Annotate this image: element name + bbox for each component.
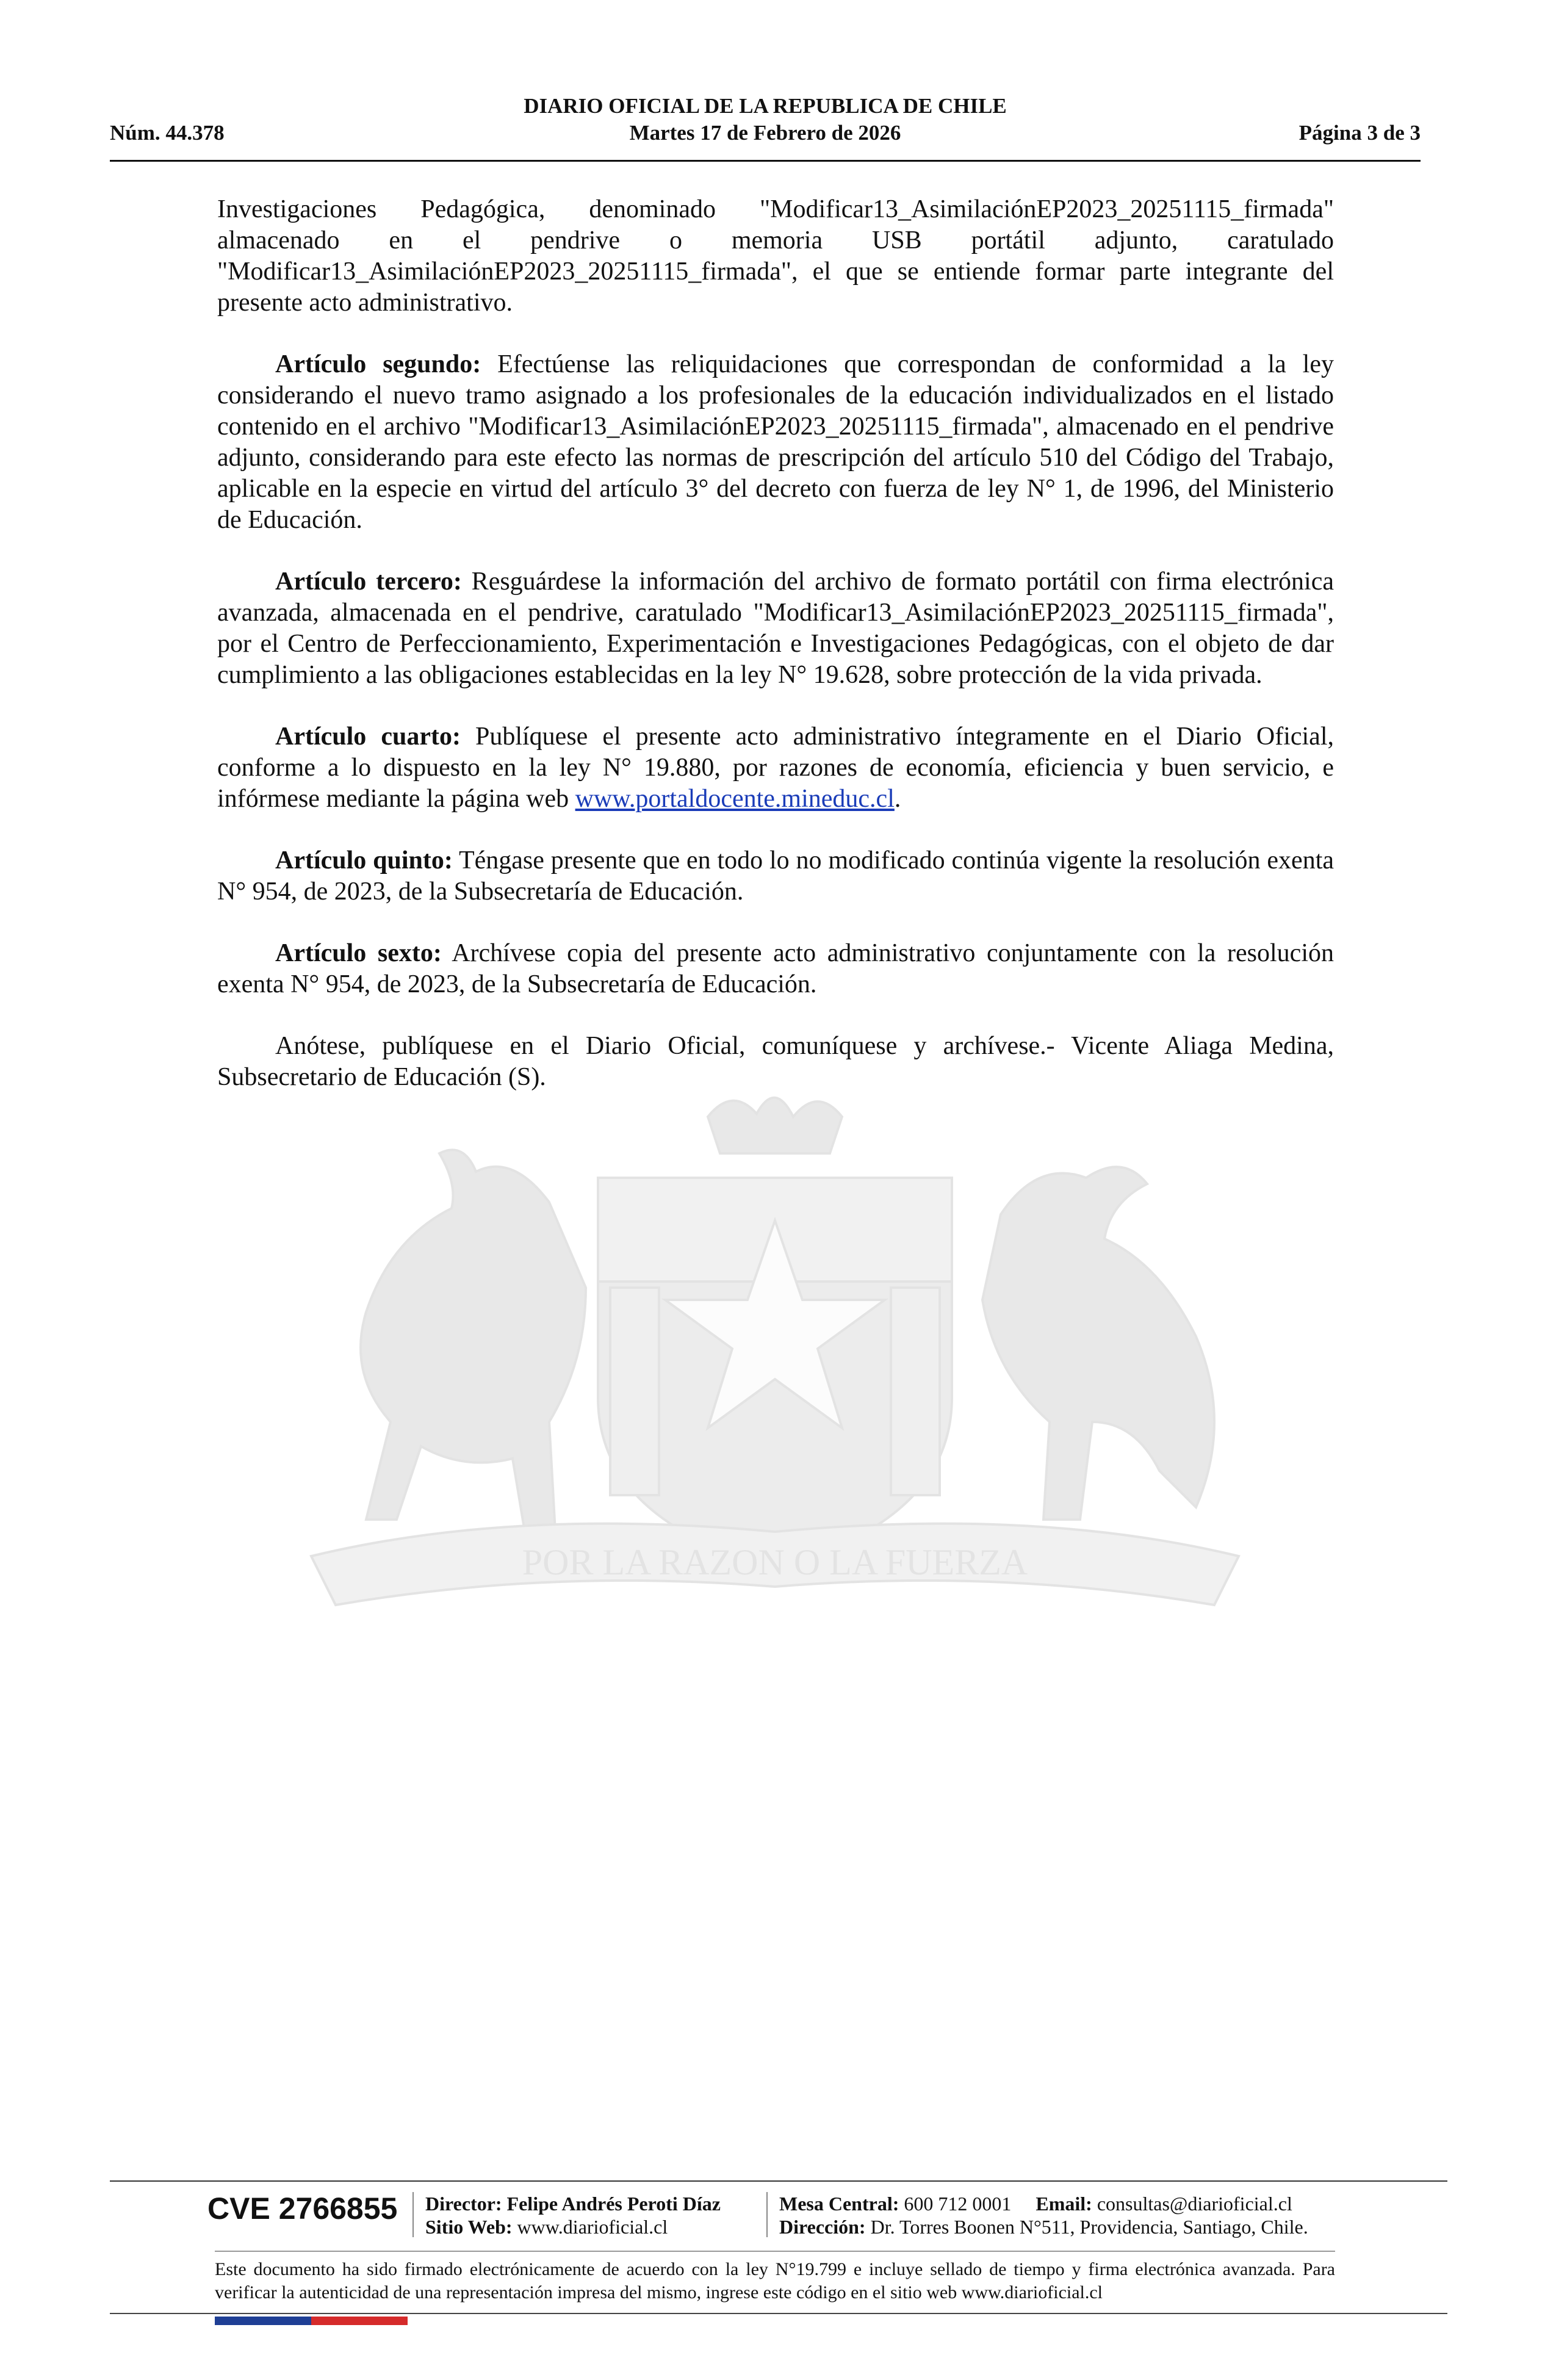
article-fifth [217,845,1334,907]
article-sixth-label: Artículo sexto: [275,939,442,967]
footer-top-divider [110,2180,1447,2182]
article-fourth-end: . [894,785,901,813]
newspaper-title: DIARIO OFICIAL DE LA REPUBLICA DE CHILE [524,94,1007,118]
portaldocente-link[interactable]: www.portaldocente.mineduc.cl [575,785,895,813]
director-name: Felipe Andrés Peroti Díaz [506,2193,721,2215]
flag-bar-blue [215,2317,311,2325]
closing-paragraph [217,1031,1334,1093]
flag-bar-red [311,2317,408,2325]
address-line [779,2215,1308,2238]
director-label: Director: [425,2193,502,2215]
flag-color-bar [215,2317,408,2325]
article-second [217,349,1334,536]
article-third-label: Artículo tercero: [275,568,462,596]
coat-of-arms-motto: POR LA RAZON O LA FUERZA [522,1542,1028,1582]
footer-divider-1 [412,2192,414,2237]
mesa-central-label: Mesa Central: [779,2193,899,2215]
issue-number: Núm. 44.378 [110,121,225,145]
article-second-label: Artículo segundo: [275,350,481,378]
article-fifth-label: Artículo quinto: [275,846,453,874]
contact-line [779,2192,1292,2215]
intro-text: Investigaciones Pedagógica, denominado "Modificar13_AsimilaciónEP2023_20251115_firmada" almacenado en el pendrive o memoria USB portátil adjunto, caratulado "Modificar13_AsimilaciónEP2023_20251115_firmada", el que se entiende formar parte integrante del presente acto administrativo. [217,195,1334,317]
closing-text: Anótese, publíquese en el Diario Oficial, comuníquese y archívese.- Vicente Aliaga Medina, Subsecretario de Educación (S). [217,1032,1334,1091]
website-label: Sitio Web: [425,2216,513,2238]
director-line [425,2192,721,2215]
article-third-text: Resguárdese la información del archivo de formato portátil con firma electrónica avanzada, almacenada en el pendrive, caratulado "Modificar13_AsimilaciónEP2023_20251115_firmada", por el Centro de Perfeccionamiento, Experimentación e Investigaciones Pedagógicas, con el objeto de dar cumplimiento a las obligaciones establecidas en la ley N° 19.628, sobre protección de la vida privada. [217,568,1334,689]
website-value[interactable]: www.diarioficial.cl [517,2216,668,2238]
article-fourth-text: Publíquese el presente acto administrativo íntegramente en el Diario Oficial, conforme a lo dispuesto en la ley N° 19.880, por razones de economía, eficiencia y buen servicio, e infórmese mediante la página web [217,723,1334,813]
article-fourth [217,721,1334,815]
email-value[interactable]: consultas@diarioficial.cl [1097,2193,1292,2215]
address-label: Dirección: [779,2216,866,2238]
coat-of-arms-watermark-icon [207,1080,1342,1666]
footer-divider-2 [766,2192,768,2237]
cve-code: CVE 2766855 [207,2191,398,2226]
article-second-text: Efectúense las reliquidaciones que correspondan de conformidad a la ley considerando el nuevo tramo asignado a los profesionales de la educación individualizados en el listado contenido en el archivo "Modificar13_AsimilaciónEP2023_20251115_firmada", almacenado en el pendrive adjunto, considerando para este efecto las normas de prescripción del artículo 510 del Código del Trabajo, aplicable en la especie en virtud del artículo 3° del decreto con fuerza de ley N° 1, de 1996, del Ministerio de Educación. [217,350,1334,534]
page-header [110,93,1421,162]
address-value: Dr. Torres Boonen N°511, Providencia, Santiago, Chile. [870,2216,1308,2238]
website-line [425,2215,668,2238]
document-body [217,194,1334,1123]
article-sixth [217,938,1334,1000]
article-fourth-label: Artículo cuarto: [275,723,461,751]
article-sixth-text: Archívese copia del presente acto administrativo conjuntamente con la resolución exenta N° 954, de 2023, de la Subsecretaría de Educación. [217,939,1334,998]
electronic-signature-notice: Este documento ha sido firmado electrónicamente de acuerdo con la ley N°19.799 e incluye sellado de tiempo y firma electrónica avanzada. Para verificar la autenticidad de una representación impresa del mismo, ingrese este código en el sitio web www.diarioficial.cl [215,2259,1335,2302]
page-number: Página 3 de 3 [1298,121,1421,145]
intro-paragraph [217,194,1334,319]
email-label: Email: [1036,2193,1092,2215]
article-third [217,566,1334,691]
mesa-central-value: 600 712 0001 [904,2193,1012,2215]
issue-date: Martes 17 de Febrero de 2026 [629,121,901,145]
footer-middle-divider [215,2251,1335,2252]
article-fifth-text: Téngase presente que en todo lo no modificado continúa vigente la resolución exenta N° 954, de 2023, de la Subsecretaría de Educación. [217,846,1334,906]
footer-bottom-divider [110,2313,1447,2314]
